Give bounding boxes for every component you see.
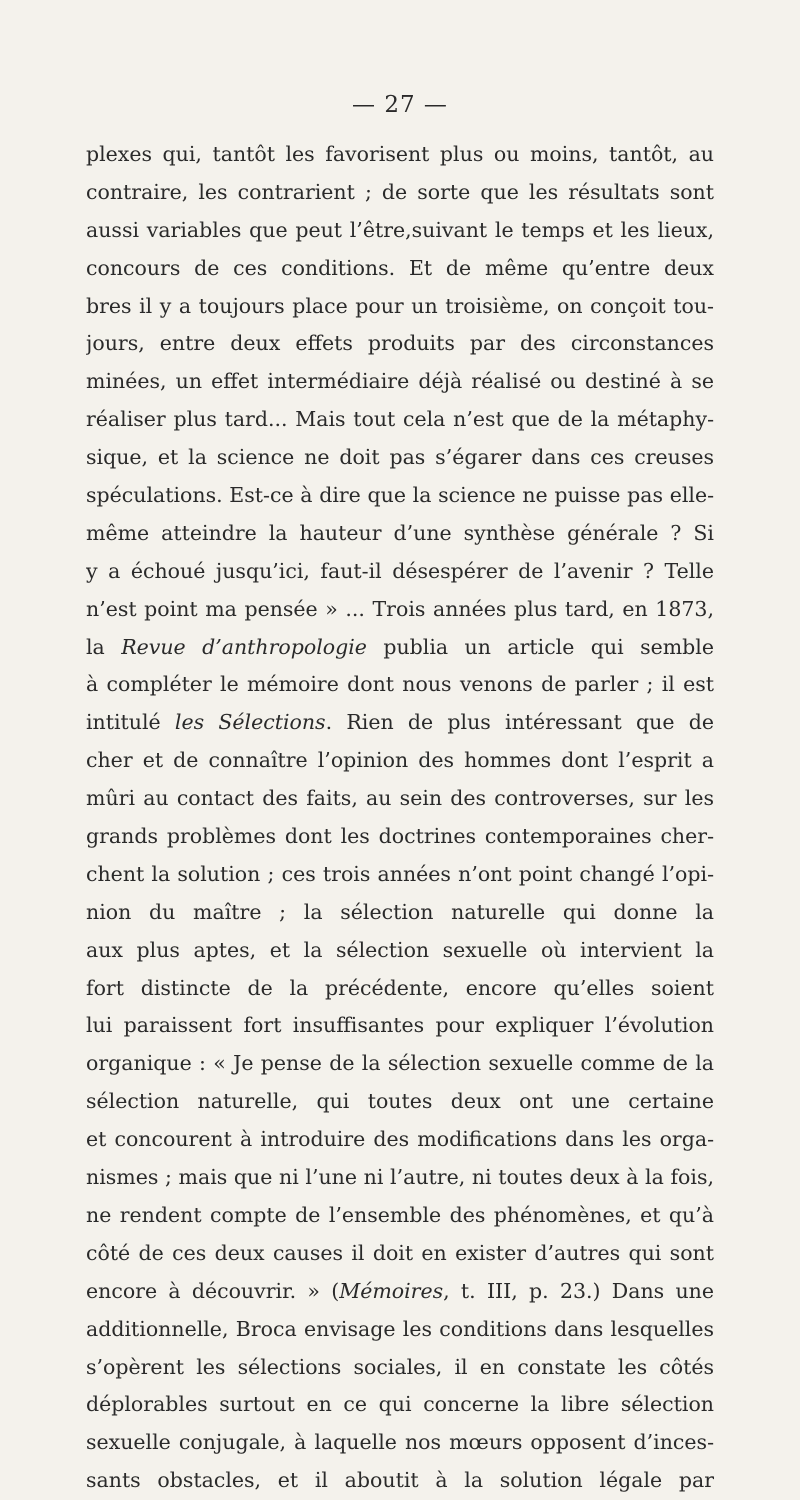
text-segment: la [86,634,122,659]
text-line [86,515,714,553]
text-line [86,780,714,818]
text-line [86,553,714,591]
text-segment: déplorables surtout en ce qui concerne la libre sélection [86,1392,714,1417]
text-line [86,439,714,477]
text-segment: sique, et la science ne doit pas s’égarer dans ces creuses [86,445,714,470]
text-line [86,1235,714,1273]
text-line [86,1083,714,1121]
text-line [86,477,714,515]
text-line [86,136,714,174]
text-segment: fort distincte de la précédente, encore qu’elles soient [86,975,714,1000]
text-line [86,1311,714,1349]
text-segment: lui paraissent fort insuffisantes pour expliquer l’évolution [86,1013,714,1038]
text-line [86,856,714,894]
text-line [86,704,714,742]
italic-text: Revue d’anthropologie [121,634,367,659]
text-segment: n’est point ma pensée » ... Trois années plus tard, en 1873, [86,596,714,621]
text-segment: sélection naturelle, qui toutes deux ont une certaine [86,1089,714,1114]
text-segment: plexes qui, tantôt les favorisent plus ou moins, tantôt, au [86,142,714,166]
text-segment: contraire, les contrarient ; de sorte que les résultats sont [86,179,714,204]
text-line [86,1159,714,1197]
text-segment: minées, un effet intermédiaire déjà réalisé ou destiné à se [86,369,714,394]
text-line [86,629,714,667]
text-line [86,288,714,326]
text-segment: sants obstacles, et il aboutit à la solution légale par [86,1468,714,1493]
text-segment: réaliser plus tard... Mais tout cela n’est que de la métaphy- [86,407,714,432]
italic-text: Mémoires [339,1278,444,1303]
text-segment: ne rendent compte de l’ensemble des phénomènes, et qu’à [86,1202,714,1227]
text-segment: mûri au contact des faits, au sein des controverses, sur les [86,786,714,811]
text-segment: jours, entre deux effets produits par des circonstances [86,331,714,356]
text-segment: additionnelle, Broca envisage les conditions dans lesquelles [86,1316,714,1341]
text-segment: concours de ces conditions. Et de même qu’entre deux [86,255,714,280]
body-text [86,136,714,1500]
text-line [86,1273,714,1311]
text-line [86,1349,714,1387]
text-line [86,970,714,1008]
text-segment: intitulé [86,710,175,735]
text-segment: aussi variables que peut l’être,suivant le temps et les lieux, [86,217,714,242]
text-line [86,1007,714,1045]
text-line [86,325,714,363]
text-segment: spéculations. Est-ce à dire que la science ne puisse pas elle- [86,483,714,508]
text-segment: bres il y a toujours place pour un troisième, on conçoit tou- [86,293,714,318]
text-segment: encore à découvrir. » ( [86,1278,340,1303]
text-line [86,401,714,439]
page-number: — 27 — [352,92,448,118]
text-line [86,174,714,212]
text-segment: s’opèrent les sélections sociales, il en constate les côtés [86,1354,714,1379]
text-segment: nismes ; mais que ni l’une ni l’autre, ni toutes deux à la fois, [86,1165,714,1190]
text-line [86,1121,714,1159]
text-segment: chent la solution ; ces trois années n’ont point changé l’opi- [86,861,714,886]
italic-text: les Sélections [174,710,326,735]
text-line [86,212,714,250]
text-line [86,818,714,856]
text-segment: côté de ces deux causes il doit en exister d’autres qui sont [86,1240,714,1265]
text-line [86,894,714,932]
text-segment: à compléter le mémoire dont nous venons de parler ; il est [86,672,714,697]
text-segment: grands problèmes dont les doctrines contemporaines cher- [86,824,714,849]
text-line [86,363,714,401]
text-line [86,591,714,629]
text-segment: nion du maître ; la sélection naturelle qui donne la [86,899,714,924]
text-segment: . Rien de plus intéressant que de [325,710,714,735]
text-segment: sexuelle conjugale, à laquelle nos mœurs opposent d’inces- [86,1430,714,1455]
text-line [86,932,714,970]
text-line [86,250,714,288]
text-segment: publia un article qui semble [383,634,714,659]
text-line [86,1045,714,1083]
text-segment: cher et de connaître l’opinion des hommes dont l’esprit a [86,748,714,773]
text-segment: et concourent à introduire des modifications dans les orga- [86,1127,714,1152]
text-line [86,1386,714,1424]
text-segment: y a échoué jusqu’ici, faut-il désespérer de l’avenir ? Telle [86,558,714,583]
text-line [86,1197,714,1235]
text-line [86,1424,714,1462]
text-segment: organique : « Je pense de la sélection sexuelle comme de la [86,1051,714,1076]
text-segment: , t. III, p. 23.) Dans une [443,1278,714,1303]
text-line [86,1462,714,1500]
text-segment: même atteindre la hauteur d’une synthèse générale ? Si [86,520,714,545]
text-line [86,742,714,780]
text-line [86,666,714,704]
text-segment: aux plus aptes, et la sélection sexuelle où intervient la [86,937,714,962]
